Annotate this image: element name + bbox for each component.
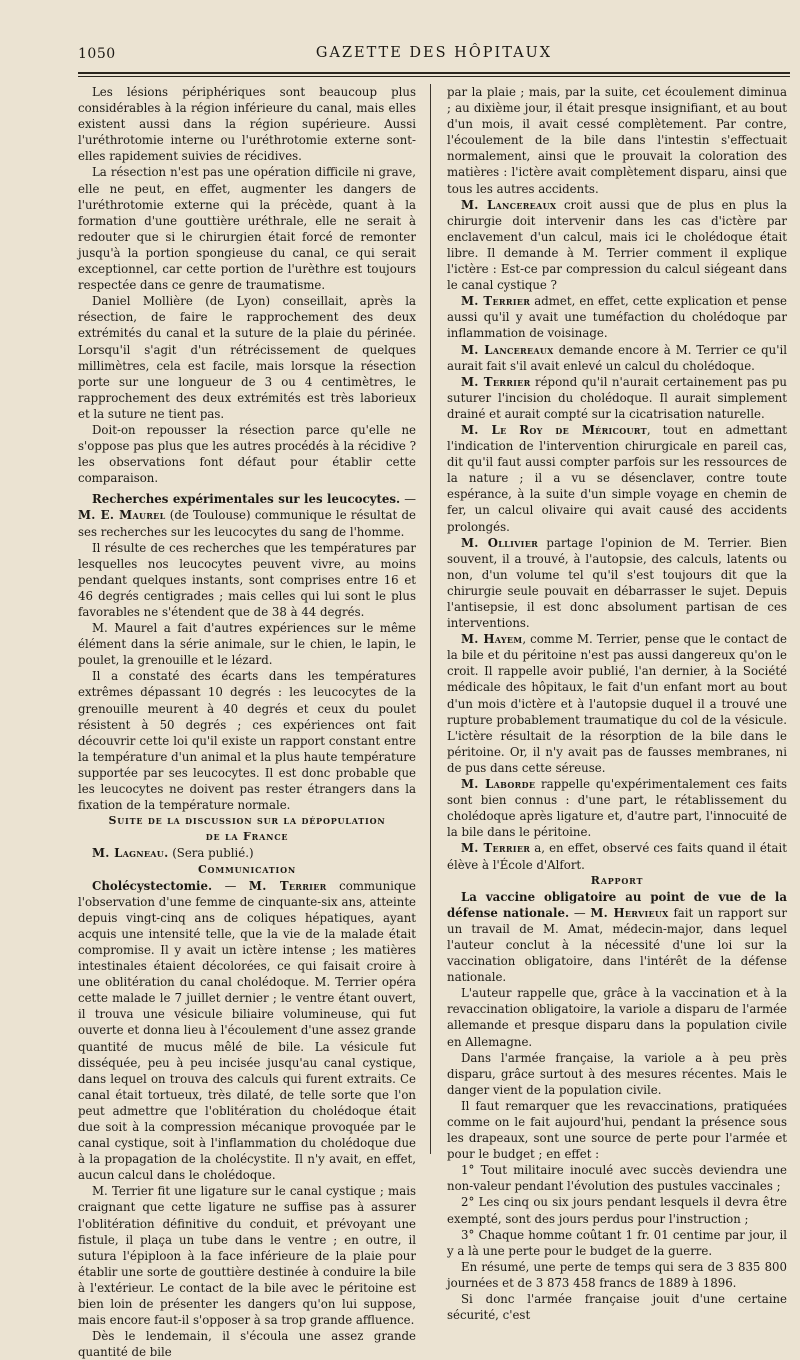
author-name: M. Terrier xyxy=(461,374,531,389)
article-title: La vaccine obligatoire au point de vue de la défense nationale. xyxy=(447,889,787,920)
paragraph: Les lésions périphériques sont beaucoup plus considérables à la région inférieure du canal, mais elles existent aussi dans la région supérieure. Aussi l'uréthrotomie interne ou l'uréthrotomie externe sont-elles rapidement suivies de récidives. xyxy=(78,85,416,164)
paragraph: La résection n'est pas une opération difficile ni grave, elle ne peut, en effet, augmenter les dangers de l'uréthrotomie externe qui la précède, quant à la formation d'une gouttière uréthrale, elle ne serait à redouter que si le chirurgien était forcé de remonter jusqu'à la portion spongieuse du canal, ce qui serait exceptionnel, car cette portion de l'urèthre est toujours respectée dans ce genre de traumatisme. xyxy=(78,165,416,293)
paragraph: Dès le lendemain, il s'écoula une assez grande quantité de bile xyxy=(78,1329,416,1360)
paragraph: M. Terrier répond qu'il n'aurait certainement pas pu suturer l'incision du cholédoque. Il aurait simplement drainé et aurait compté sur la cicatrisation naturelle. xyxy=(447,374,787,421)
author-name: M. Hervieux xyxy=(590,905,669,920)
author-name: M. Terrier xyxy=(248,878,327,893)
article-title: Cholécystectomie. xyxy=(92,878,213,893)
author-name: M. Terrier xyxy=(461,294,531,309)
running-title: GAZETTE DES HÔPITAUX xyxy=(315,45,553,61)
author-name: M. Lancereaux xyxy=(461,342,554,357)
author-name: M. Terrier xyxy=(461,841,531,856)
paragraph: 1° Tout militaire inoculé avec succès deviendra une non-valeur pendant l'évolution des pustules vaccinales ; xyxy=(447,1163,787,1194)
header-rule-thick xyxy=(78,72,790,74)
section-heading: Suite de la discussion sur la dépopulation xyxy=(108,814,386,828)
paragraph: Dans l'armée française, la variole a à peu près disparu, grâce surtout à des mesures récentes. Mais le danger vient de la population civile. xyxy=(447,1050,787,1097)
paragraph: Il résulte de ces recherches que les températures par lesquelles nos leucocytes peuvent vivre, au moins pendant quelques instants, sont comprises entre 16 et 46 degrés centigrades ; mais celles qui lui sont le plus favorables ne s'étendent que de 38 à 44 degrés. xyxy=(78,540,416,619)
author-name: M. Ollivier xyxy=(461,535,539,550)
paragraph: Daniel Mollière (de Lyon) conseillait, après la résection, de faire le rapprochement des deux extrémités du canal et la suture de la plaie du périnée. Lorsqu'il s'agit d'un rétrécissement de quelques millimètres, cela est facile, mais lorsque la résection porte sur une longueur de 3 ou 4 centimètres, le rapprochement des deux extrémités est très laborieux et la suture ne tient pas. xyxy=(78,294,416,421)
paragraph: Si donc l'armée française jouit d'une certaine sécurité, c'est xyxy=(447,1292,787,1323)
paragraph: Doit-on repousser la résection parce qu'elle ne s'oppose pas plus que les autres procédés à la récidive ? les observations font défaut pour établir cette comparaison. xyxy=(78,422,416,486)
paragraph: M. Le Roy de Méricourt, tout en admettant l'indication de l'intervention chirurgicale en pareil cas, dit qu'il faut aussi compter parfois sur les ressources de la nature ; il a vu se désenclaver, contre toute espérance, à la suite d'un simple voyage en chemin de fer, un calcul olivaire qui avait causé des accidents prolongés. xyxy=(447,422,787,534)
paragraph: M. Terrier admet, en effet, cette explication et pense aussi qu'il y avait une tuméfaction du cholédoque par inflammation de voisinage. xyxy=(447,294,787,341)
paragraph: 2° Les cinq ou six jours pendant lesquels il devra être exempté, sont des jours perdus pour l'instruction ; xyxy=(447,1195,787,1226)
author-name: M. Le Roy de Méricourt xyxy=(461,422,647,437)
page-number: 1050 xyxy=(78,46,116,62)
author-name: M. E. Maurel xyxy=(78,508,166,523)
article-cholecystectomie: Cholécystectomie. — M. Terrier communique l'observation d'une femme de cinquante-six ans, atteinte depuis vingt-cinq ans de coliques hépatiques, ayant acquis une intensité telle, que la vie de la malade était compromise. Il y avait un ictère intense ; les matières intestinales étaient décolorées, ce qui faisait croire à une oblitération du canal cholédoque. M. Terrier opéra cette malade le 7 juillet dernier ; le ventre étant ouvert, il trouva une vésicule biliaire volumineuse, qui fut ouverte et donna lieu à l'écoulement d'une assez grande quantité de mucus mêlé de bile. La vésicule fut disséquée, peu à peu incisée jusqu'au canal cystique, dans lequel on trouva des calculs qui furent extraits. Ce canal était tortueux, très dilaté, de telle sorte que l'on peut admettre que l'oblitération du cholédoque était due soit à la compression mécanique provoquée par le canal cystique, soit à l'inflammation du cholédoque due à la propagation de la cholécystite. Il n'y avait, en effet, aucun calcul dans le cholédoque. xyxy=(78,878,416,1183)
paragraph: M. Lancereaux demande encore à M. Terrier ce qu'il aurait fait s'il avait enlevé un calcul du cholédoque. xyxy=(447,342,787,373)
author-name: M. Laborde xyxy=(461,777,536,792)
section-heading: Rapport xyxy=(590,873,644,887)
author-name: M. Lancereaux xyxy=(461,197,557,212)
paragraph: M. Hayem, comme M. Terrier, pense que le contact de la bile et du péritoine n'est pas aussi dangereux qu'on le croit. Il rappelle avoir publié, l'an dernier, à la Société médicale des hôpitaux, le fait d'un enfant mort au bout d'un mois d'ictère et à l'autopsie duquel il a trouvé une rupture probablement traumatique du col de la vésicule. L'ictère résultait de la résorption de la bile dans le péritoine. Or, il n'y avait pas de fausses membranes, ni de pus dans cette séreuse. xyxy=(447,632,787,775)
article-title: Recherches expérimentales sur les leucocytes. xyxy=(92,492,401,507)
author-name: M. Lagneau. xyxy=(92,846,169,861)
paragraph: M. Lagneau. (Sera publié.) xyxy=(92,846,254,861)
paragraph: M. Laborde rappelle qu'expérimentalement ces faits sont bien connus : d'une part, le rétablissement du cholédoque après ligature et, d'autre part, l'innocuité de la bile dans le péritoine. xyxy=(447,777,787,840)
left-column xyxy=(78,84,416,1360)
header-rule-thin xyxy=(78,76,790,77)
column-divider xyxy=(430,84,431,1154)
section-heading: Communication xyxy=(198,862,296,876)
paragraph: par la plaie ; mais, par la suite, cet écoulement diminua ; au dixième jour, il était presque insignifiant, et au bout d'un mois, il avait cessé complètement. Par contre, l'écoulement de la bile dans l'intestin s'effectuait normalement, ainsi que le prouvait la coloration des matières : l'ictère avait complètement disparu, ainsi que tous les autres accidents. xyxy=(447,85,787,196)
section-heading-line2: de la France xyxy=(205,830,289,844)
author-name: M. Hayem xyxy=(461,632,523,647)
paragraph: M. Maurel a fait d'autres expériences sur le même élément dans la série animale, sur le chien, le lapin, le poulet, la grenouille et le lézard. xyxy=(78,621,416,668)
paragraph: M. Terrier fit une ligature sur le canal cystique ; mais craignant que cette ligature ne suffise pas à assurer l'oblitération définitive du conduit, et prévoyant une fistule, il plaça un tube dans le ventre ; en outre, il sutura l'épiploon à la face inférieure de la plaie pour établir une sorte de gouttière destinée à conduire la bile à l'extérieur. Le contact de la bile avec le péritoine est bien loin de présenter les dangers qu'on lui suppose, mais encore faut-il s'opposer à sa trop grande affluence. xyxy=(78,1184,416,1328)
paragraph: L'auteur rappelle que, grâce à la vaccination et à la revaccination obligatoire, la variole a disparu de l'armée allemande et presque disparu dans la population civile en Allemagne. xyxy=(447,986,787,1049)
right-column xyxy=(447,84,787,1323)
paragraph: En résumé, une perte de temps qui sera de 3 835 800 journées et de 3 873 458 francs de 1889 à 1896. xyxy=(447,1259,787,1290)
page-header xyxy=(78,40,790,68)
paragraph: 3° Chaque homme coûtant 1 fr. 01 centime par jour, il y a là une perte pour le budget de la guerre. xyxy=(447,1227,787,1258)
paragraph: M. Ollivier partage l'opinion de M. Terrier. Bien souvent, il a trouvé, à l'autopsie, des calculs, latents ou non, d'un volume tel qu'il s'est toujours dit que la chirurgie seule pouvait en débarrasser le sujet. Depuis l'antisepsie, il est donc absolument partisan de ces interventions. xyxy=(447,535,787,631)
paragraph: M. Terrier a, en effet, observé ces faits quand il était élève à l'École d'Alfort. xyxy=(447,841,787,872)
article-leucocytes: Recherches expérimentales sur les leucocytes. — M. E. Maurel (de Toulouse) communique le résultat de ses recherches sur les leucocytes du sang de l'homme. xyxy=(78,492,416,539)
paragraph: Il a constaté des écarts dans les températures extrêmes dépassant 10 degrés : les leucocytes de la grenouille meurent à 40 degrés et ceux du poulet résistent à 50 degrés ; ces expériences ont fait découvrir cette loi qu'il existe un rapport constant entre la température d'un animal et la plus haute température supportée par ses leucocytes. Il est donc probable que les leucocytes ne doivent pas rester étrangers dans la fixation de la température normale. xyxy=(78,669,416,813)
paragraph: Il faut remarquer que les revaccinations, pratiquées comme on le fait aujourd'hui, pendant la présence sous les drapeaux, sont une source de perte pour l'armée et pour le budget ; en effet : xyxy=(447,1098,787,1162)
paragraph: M. Lancereaux croit aussi que de plus en plus la chirurgie doit intervenir dans les cas d'ictère par enclavement d'un calcul, mais ici le cholédoque était libre. Il demande à M. Terrier comment il explique l'ictère : Est-ce par compression du calcul siégeant dans le canal cystique ? xyxy=(447,197,787,293)
article-vaccine: La vaccine obligatoire au point de vue de la défense nationale. — M. Hervieux fait un rapport sur un travail de M. Amat, médecin-major, dans lequel l'auteur conclut à la nécessité d'une loi sur la vaccination obligatoire, dans l'intérêt de la défense nationale. xyxy=(447,889,787,985)
